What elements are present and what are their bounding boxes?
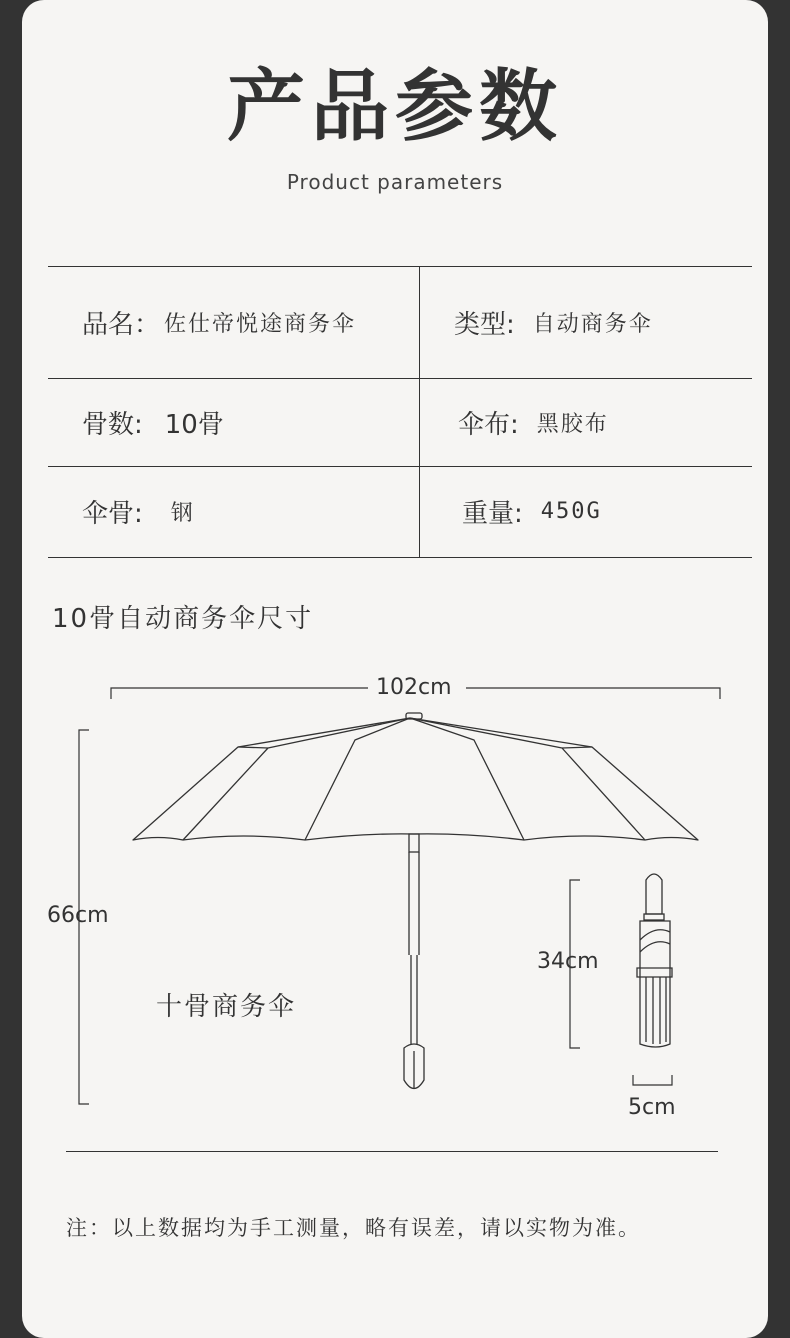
page-subtitle: Product parameters [286,170,504,194]
section-divider [66,1151,718,1152]
open-umbrella-canopy [133,713,698,840]
spec-label: 类型: [454,309,515,340]
size-section-title: 10骨自动商务伞尺寸 [52,604,314,634]
spec-label: 伞骨: [82,499,143,529]
spec-value: 黑胶布 [536,411,609,437]
spec-label: 重量: [462,499,523,529]
open-height-label: 66cm [47,903,109,928]
spec-value: 450G [540,499,602,524]
open-width-label: 102cm [376,675,452,700]
open-umbrella-shaft [404,834,424,1089]
closed-length-label: 34cm [537,949,599,974]
spec-value: 10骨 [164,409,224,440]
closed-umbrella [637,874,672,1047]
page-title: 产品参数 [226,62,563,152]
spec-label: 品名： [82,309,161,340]
spec-value: 自动商务伞 [532,311,653,337]
closed-width-dimension-line [633,1075,672,1085]
umbrella-model-label: 十骨商务伞 [156,992,297,1022]
spec-value: 钢 [170,501,195,526]
closed-width-label: 5cm [628,1095,676,1120]
spec-value: 佐仕帝悦途商务伞 [164,311,357,337]
spec-label: 伞布: [458,409,519,440]
measurement-note: 注：以上数据均为手工测量，略有误差，请以实物为准。 [66,1216,641,1240]
spec-label: 骨数: [82,409,143,440]
